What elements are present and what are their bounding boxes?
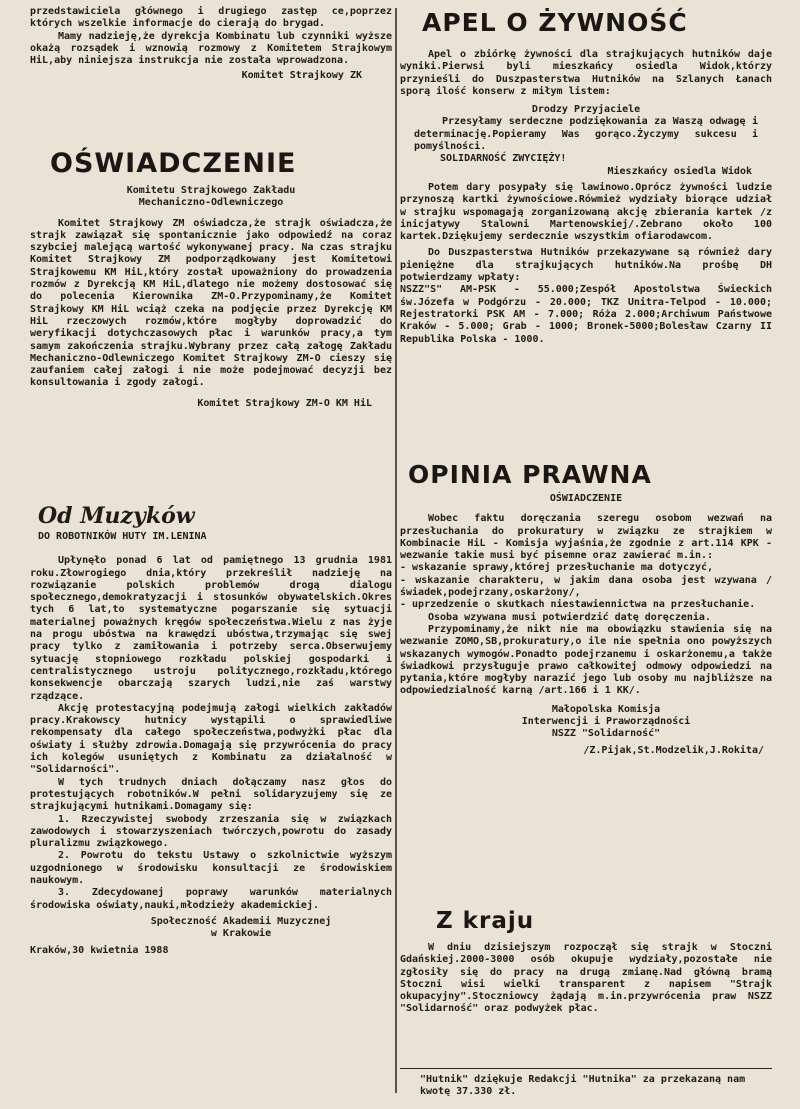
muzykow-signature-1: Społeczność Akademii Muzycznej — [150, 915, 332, 927]
intro-signature: Komitet Strajkowy ZK — [241, 70, 362, 82]
muzykow-signature-2: w Krakowie — [210, 928, 272, 940]
opinia-item-1: - wskazanie sprawy,której przesłuchanie ma dotyczyć, — [400, 562, 714, 574]
apel-letter-greeting: Drodzy Przyjaciele — [531, 104, 641, 116]
opinia-paragraph-1: Wobec faktu doręczania szeregu osobom wezwań na przesłuchania do prokuratury w związku ze strajkiem w Kombinacie HiL - Komisja wyjaśnia,że zgodnie z art.114 KPK - wezwanie takie musi być pisemne oraz zawierać m.in.: — [400, 513, 772, 562]
zkraju-body: W dniu dzisiejszym rozpoczął się strajk w Stoczni Gdańskiej.2000-3000 osób okupuje wydziały,pozostałe nie zgłosiły się do pracy na drugą zmianę.Nad główną bramą Stoczni wisi wielki transparent z napisem "Strajk okupacyjny".Stoczniowcy żądają m.in.przywrócenia praw NSZZ "Solidarność" oraz podwyżek płac. — [400, 942, 772, 1015]
opinia-item-2: - wskazanie charakteru, w jakim dana osoba jest wzywana /świadek,podejrzany,oskarżony/, — [400, 574, 772, 599]
muzykow-demand-2: 2. Powrotu do tekstu Ustawy o szkolnictwie wyższym uzgodnionego w środowisku konsultacji ze środowiskiem naukowym. — [30, 850, 392, 887]
intro-block — [30, 6, 392, 83]
apel-letter-signature: Mieszkańcy osiedla Widok — [607, 165, 752, 177]
opinia-paragraph-2: Osoba wzywana musi potwierdzić datę doręczenia. — [428, 611, 711, 623]
opinia-signature-names: /Z.Pijak,St.Modzelik,J.Rokita/ — [583, 744, 764, 756]
opinia-article — [400, 460, 772, 757]
oswiadczenie-subtitle-1: Komitetu Strajkowego Zakładu — [126, 185, 296, 196]
zkraju-title: Z kraju — [436, 908, 535, 934]
opinia-signature-3: NSZZ "Solidarność" — [551, 728, 661, 740]
oswiadczenie-title: OŚWIADCZENIE — [50, 148, 297, 179]
footer-note-block — [420, 1074, 760, 1099]
oswiadczenie-subtitle-2: Mechaniczno-Odlewniczego — [138, 197, 284, 209]
apel-paragraph-1: Apel o zbiórkę żywności dla strajkujących hutników daje wyniki.Pierwsi byli mieszkańcy osiedla Widok,którzy przynieśli do Duszpasterstwa Hutników na Szlanych Łanach sporą ilość konserw z miłym listem: — [400, 49, 772, 97]
intro-paragraph-1: przedstawiciela głównego i drugiego zastęp ce,poprzez których wszelkie informacje do cierają do brygad. — [30, 6, 392, 30]
muzykow-title: Od Muzyków — [38, 503, 195, 529]
muzykow-paragraph-3: W tych trudnych dniach dołączamy nasz głos do protestujących robotników.W pełni solidaryzujemy się ze strajkującymi hutnikami.Domagamy się: — [30, 776, 392, 813]
opinia-title: OPINIA PRAWNA — [408, 460, 652, 489]
apel-article — [400, 8, 772, 346]
muzykow-paragraph-1: Upłynęło ponad 6 lat od pamiętnego 13 grudnia 1981 roku.Złowrogiego dnia,który przekreślił nadzieję na rozwiązanie polskich problemów drogą dialogu społecznego,demokratyzacji i stosunków obywatelskich.Okres tych 6 lat,to systematyczne pogarszanie się sytuacji materialnej poważnych kręgów społeczeństwa.Wielu z nas żyje na progu ubóstwa na krawędzi ubóstwa,trzymając się swej pracy tylko z zamiłowania i potrzeby serca.Obserwujemy sytuację stopniowego rozkładu polskiej gospodarki i centralistycznego ustroju politycznego,rozkładu,którego konsekwencje obarczają szarych ludzi,nie zaś warstwy rządzące. — [30, 555, 392, 702]
zkraju-article — [400, 908, 772, 1016]
apel-letter-cry: SOLIDARNOŚĆ ZWYCIĘŻY! — [440, 153, 567, 165]
muzykow-date: Kraków,30 kwietnia 1988 — [30, 944, 169, 956]
muzykow-subtitle: DO ROBOTNIKÓW HUTY IM.LENINA — [38, 531, 207, 542]
opinia-signature-2: Interwencji i Praworządności — [521, 716, 691, 728]
footer-note: "Hutnik" dziękuje Redakcji "Hutnika" za przekazaną nam kwotę 37.330 zł. — [420, 1074, 746, 1098]
footer-rule — [400, 1068, 772, 1069]
oswiadczenie-article — [30, 148, 392, 410]
oswiadczenie-body: Komitet Strajkowy ZM oświadcza,że strajk oświadcza,że strajk zawiązał się spontanicznie jako odpowiedź na coraz szybciej malejącą wartość wykonywanej pracy. Na czas strajku Komitet Strajkowy ZM podporządkowany jest Komitetowi Strajkowemu KM HiL,który został upoważniony do prowadzenia rozmów z Dyrekcją KM HiL,dlatego nie możemy dostosować się do polecenia Kierownika ZM-O.Przypominamy,że Komitet Strajkowy KM HiL wciąż czeka na podjęcie przez Dyrekcję KM HiL rzeczowych rozmów,które mogłyby doprowadzić do weryfikacji dotychczasowych płac i warunków pracy,a tym samym zakończenia strajku.Wybrany przez całą załogę Zakładu Mechaniczno-Odlewniczego Komitet Strajkowy ZM-O cieszy się zaufaniem całej załogi i nie może podejmować decyzji bez konsultowania i zgody załogi. — [30, 217, 392, 389]
muzykow-article — [30, 503, 392, 957]
apel-paragraph-3: Do Duszpasterstwa Hutników przekazywane są również dary pieniężne dla strajkujących hutników.Na prośbę DH potwierdzamy wpłaty: — [400, 247, 772, 284]
opinia-item-3: - uprzedzenie o skutkach niestawiennictwa na przesłuchanie. — [400, 599, 756, 611]
apel-letter-body: Przesyłamy serdeczne podziękowania za Waszą odwagę i determinację.Popieramy Was gorąco.Życzymy sukcesu i pomyślności. — [414, 116, 758, 153]
apel-paragraph-2: Potem dary posypały się lawinowo.Oprócz żywności ludzie przynoszą kartki żywnościowe.Rówmież wydziały biorące udział w strajku wspomagają zorganizowaną akcję zbierania kartek /z inicjatywy Stalowni Martenowskiej/.Zebrano około 100 kartek.Dziękujemy serdecznie wszystkim ofiarodawcom. — [400, 181, 772, 243]
apel-title: APEL O ŻYWNOŚĆ — [422, 8, 688, 37]
muzykow-demand-1: 1. Rzeczywistej swobody zrzeszania się w związkach zawodowych i stowarzyszeniach twórczych,powrotu do zasady pluralizmu związkowego. — [30, 813, 392, 850]
opinia-signature-1: Małopolska Komisja — [551, 703, 661, 715]
opinia-subtitle: OŚWIADCZENIE — [549, 493, 623, 504]
intro-paragraph-2: Mamy nadzieję,że dyrekcja Kombinatu lub czynniki wyższe okażą rozsądek i wznowią rozmowy z Komitetem Strajkowym HiL,aby niniejsza instrukcja nie została wprowadzona. — [30, 30, 392, 67]
muzykow-paragraph-2: Akcję protestacyjną podejmują załogi wielkich zakładów pracy.Krakowscy hutnicy wystąpili o sprawiedliwe rekompensaty dla całego społeczeństwa,podwyżki płac dla oświaty i służby zdrowia.Domagają się przywrócenia do pracy ich kolegów usuniętych z Kombinatu za działalność w "Solidarności". — [30, 702, 392, 776]
opinia-paragraph-3: Przypominamy,że nikt nie ma obowiązku stawienia się na wezwanie ZOMO,SB,prokuratury,o ile nie spełnia ono powyższych wskazanych wymogów.Ponadto podejrzanemu i oskarżonemu,a także świadkowi przysługuje prawo całkowitej odmowy odpowiedzi na pytania,które mogłyby narazić jego lub osoby mu najbliższe na odpowiedzialność karną /art.166 i 1 KK/. — [400, 623, 772, 697]
apel-donations: NSZZ"S" AM-PSK - 55.000;Zespół Apostolstwa Świeckich św.Józefa w Podgórzu - 20.000; TKZ Unitra-Telpod - 10.000; Rejestratorki PSK AM - 7.000; Róża 2.000;Archiwum Państwowe Kraków - 5.000; Grab - 1000; Bronek-5000;Bolesław Czarny II Republika Polska - 1000. — [400, 284, 772, 345]
muzykow-demand-3: 3. Zdecydowanej poprawy warunków materialnych środowiska oświaty,nauki,młodzieży akademickiej. — [30, 887, 392, 911]
column-divider — [395, 8, 397, 1093]
oswiadczenie-signature: Komitet Strajkowy ZM-O KM HiL — [197, 397, 372, 409]
